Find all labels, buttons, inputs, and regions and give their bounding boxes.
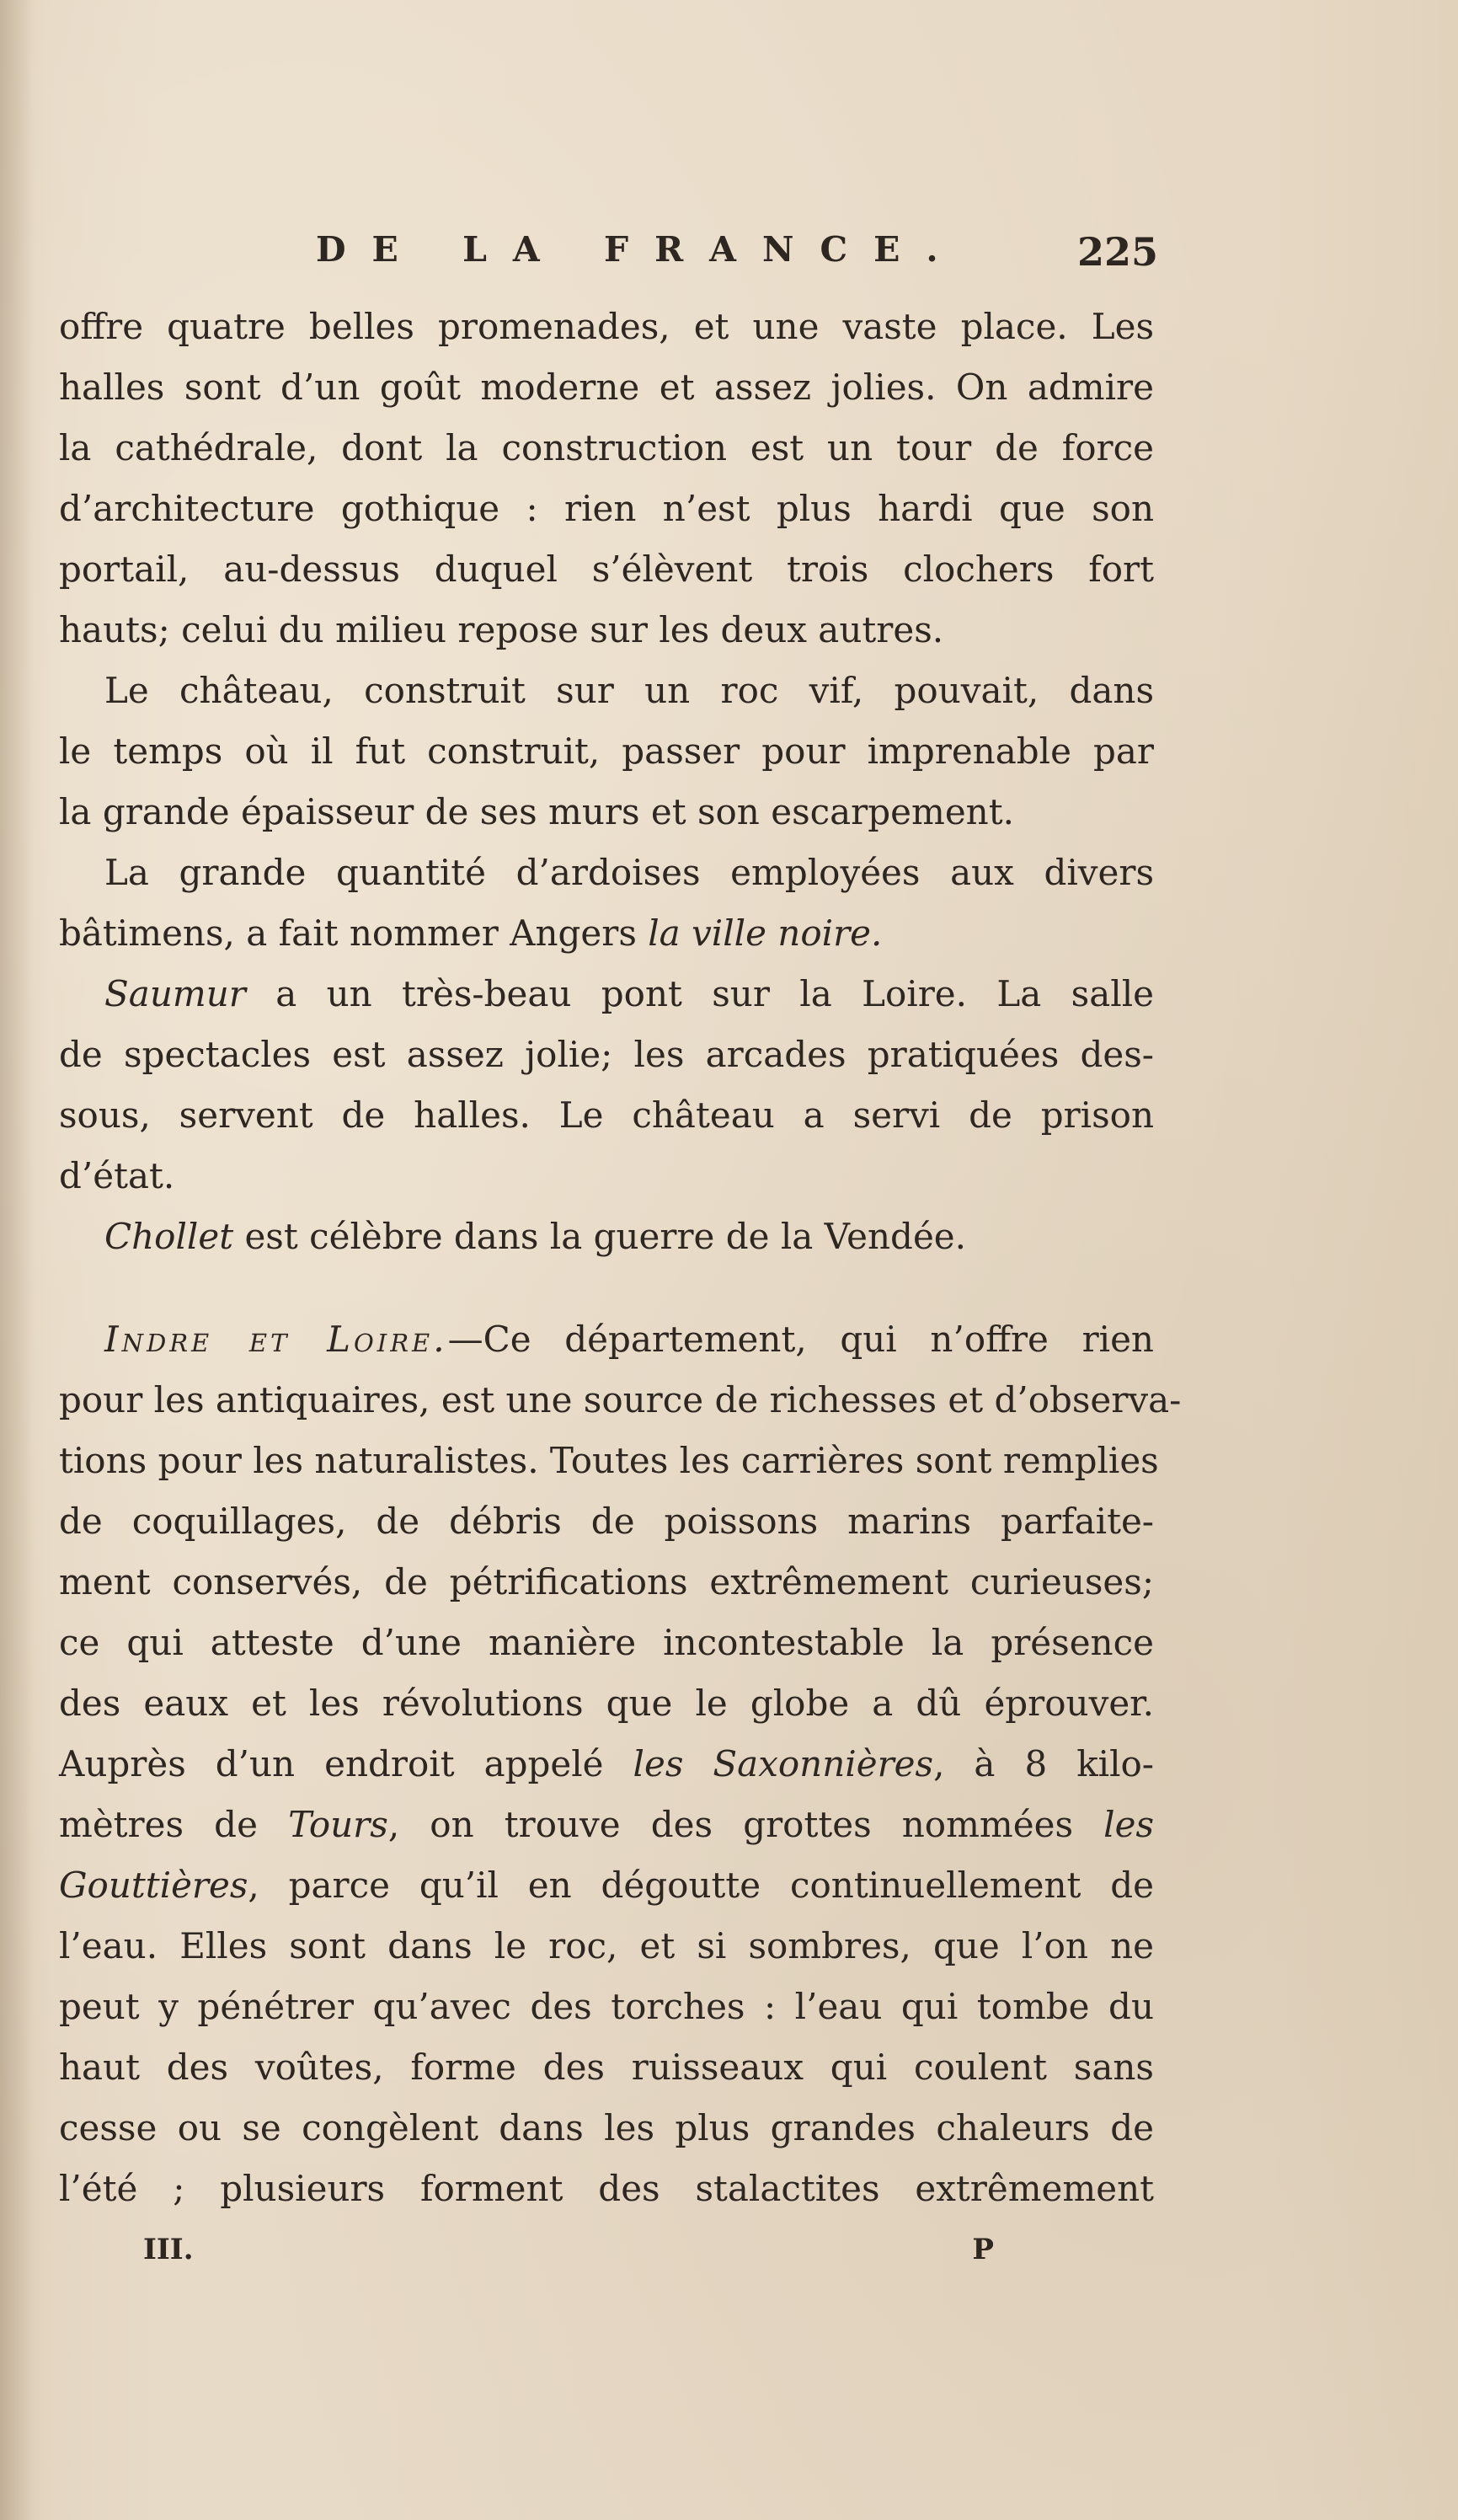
text-line xyxy=(59,1795,1154,1855)
body-text xyxy=(59,297,1182,2219)
text-fragment: , on trouve des grottes nommées xyxy=(387,1804,1074,1845)
italic-article: les xyxy=(1103,1804,1154,1845)
text-line: le temps où il fut construit, passer pour imprenable par xyxy=(59,730,1154,772)
text-line xyxy=(59,1309,1154,1370)
text-line: l’été ; plusieurs forment des stalactites extrêmement xyxy=(59,2168,1154,2209)
text-line: la grande épaisseur de ses murs et son escarpement. xyxy=(59,791,1014,832)
text-line: la cathédrale, dont la construction est un tour de force xyxy=(59,427,1154,468)
text-line: tions pour les naturalistes. Toutes les carrières sont remplies xyxy=(59,1440,1159,1481)
italic-phrase: la ville noire. xyxy=(648,912,883,954)
text-line: haut des voûtes, forme des ruisseaux qui coulent sans xyxy=(59,2046,1154,2088)
text-line: pour les antiquaires, est une source de richesses et d’observa- xyxy=(59,1379,1182,1421)
place-name-chollet: Chollet xyxy=(104,1216,234,1257)
text-line: peut y pénétrer qu’avec des torches : l’eau qui tombe du xyxy=(59,1986,1154,2027)
text-line xyxy=(59,1734,1154,1795)
text-line: portail, au-dessus duquel s’élèvent trois clochers fort xyxy=(59,548,1154,590)
section-heading: Indre et Loire. xyxy=(104,1319,448,1360)
page-header xyxy=(63,229,1158,280)
running-title: DE LA FRANCE. xyxy=(316,229,964,270)
page-number: 225 xyxy=(1076,229,1158,275)
place-name-gouttieres: Gouttières xyxy=(59,1865,248,1906)
place-name-saxonnieres: les Saxonnières xyxy=(633,1743,934,1784)
page-footer xyxy=(143,2233,994,2275)
text-line xyxy=(59,1855,1154,1916)
text-line xyxy=(59,1206,1154,1267)
text-line xyxy=(59,903,1154,964)
text-fragment: mètres de xyxy=(59,1804,258,1845)
text-fragment: a un très-beau pont sur la Loire. La salle xyxy=(275,973,1154,1014)
text-line: d’état. xyxy=(59,1155,175,1196)
gutter-shadow xyxy=(0,0,34,2520)
place-name-tours: Tours xyxy=(288,1804,388,1845)
section-gap xyxy=(59,1267,1154,1309)
text-line: de coquillages, de débris de poissons marins parfaite- xyxy=(59,1501,1154,1542)
text-line: l’eau. Elles sont dans le roc, et si sombres, que l’on ne xyxy=(59,1925,1154,1966)
text-fragment: , à 8 kilo- xyxy=(933,1743,1154,1784)
text-line: hauts; celui du milieu repose sur les deux autres. xyxy=(59,609,944,650)
text-fragment: est célèbre dans la guerre de la Vendée. xyxy=(244,1216,967,1257)
text-fragment: —Ce département, qui n’offre rien xyxy=(447,1319,1154,1360)
text-line xyxy=(59,964,1154,1025)
text-line: ment conservés, de pétrifications extrêmement curieuses; xyxy=(59,1561,1154,1602)
place-name-saumur: Saumur xyxy=(104,973,246,1014)
text-fragment: Auprès d’un endroit appelé xyxy=(59,1743,604,1784)
text-line: Le château, construit sur un roc vif, pouvait, dans xyxy=(104,670,1154,711)
text-line: d’architecture gothique : rien n’est plus hardi que son xyxy=(59,488,1154,529)
text-line: halles sont d’un goût moderne et assez jolies. On admire xyxy=(59,366,1154,408)
text-line: des eaux et les révolutions que le globe a dû éprouver. xyxy=(59,1683,1154,1724)
text-line: de spectacles est assez jolie; les arcades pratiquées des- xyxy=(59,1034,1154,1075)
text-line: ce qui atteste d’une manière incontestable la présence xyxy=(59,1622,1154,1663)
volume-mark: III. xyxy=(143,2233,194,2266)
text-line: cesse ou se congèlent dans les plus grandes chaleurs de xyxy=(59,2107,1154,2148)
text-line: La grande quantité d’ardoises employées aux divers xyxy=(104,852,1154,893)
signature-mark: P xyxy=(972,2233,994,2266)
text-fragment: bâtimens, a fait nommer Angers xyxy=(59,912,637,954)
text-fragment: , parce qu’il en dégoutte continuellement de xyxy=(248,1865,1154,1906)
text-line: offre quatre belles promenades, et une vaste place. Les xyxy=(59,306,1154,347)
text-line: sous, servent de halles. Le château a servi de prison xyxy=(59,1094,1154,1136)
